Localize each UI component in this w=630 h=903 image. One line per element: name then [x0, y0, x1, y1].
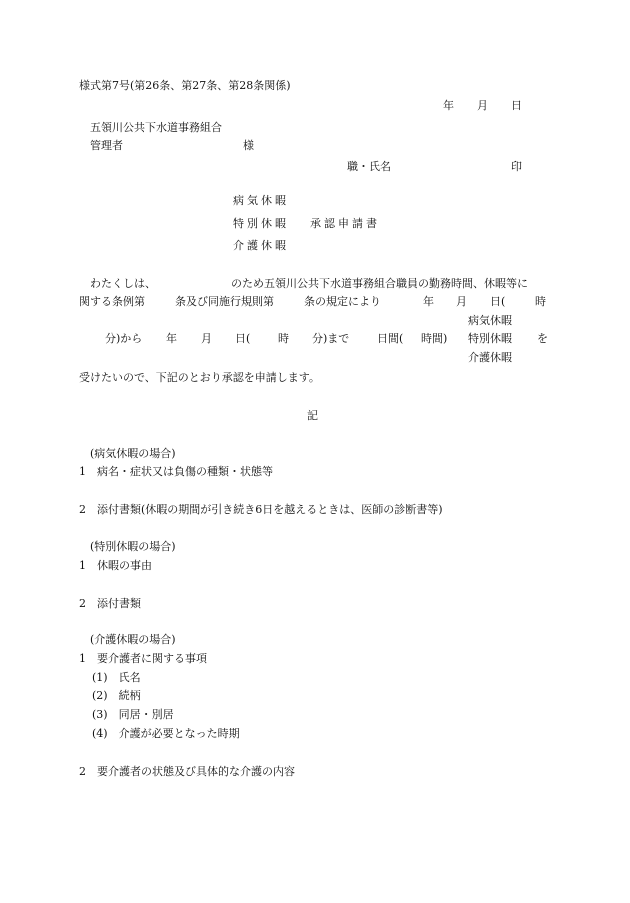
title-suffix: 承認申請書 — [310, 217, 380, 230]
body-line2-provision: 条の規定により — [304, 295, 381, 308]
body-line4-days: 日間( — [377, 332, 404, 345]
position-name-label: 職・氏名 — [347, 160, 391, 173]
body-line4-month: 月 — [201, 332, 212, 345]
title-type-care: 介護休暇 — [233, 239, 289, 252]
body-line2-month: 月 — [456, 295, 467, 308]
addressee-title: 管理者 — [90, 139, 123, 152]
care-subitem-period: (4) 介護が必要となった時期 — [92, 727, 240, 740]
addressee-suffix: 様 — [243, 139, 254, 152]
special-item-1: 1 休暇の事由 — [79, 559, 152, 572]
body-line4-day: 日( — [235, 332, 251, 345]
body-line2-ordinance: 関する条例第 — [79, 295, 145, 308]
body-leave-special: 特別休暇 — [468, 332, 512, 345]
care-subitem-residence: (3) 同居・別居 — [92, 708, 174, 721]
date-month: 月 — [477, 99, 488, 112]
body-leave-sick: 病気休暇 — [468, 314, 512, 327]
sick-item-1: 1 病名・症状又は負傷の種類・状態等 — [79, 465, 273, 478]
body-leave-care: 介護休暇 — [468, 351, 512, 364]
body-line4-hour: 時 — [278, 332, 289, 345]
body-line4-wo: を — [537, 332, 548, 345]
organization-name: 五領川公共下水道事務組合 — [90, 121, 222, 134]
body-line4-hours: 時間) — [421, 332, 448, 345]
sick-heading: (病気休暇の場合) — [90, 447, 176, 460]
care-item-2: 2 要介護者の状態及び具体的な介護の内容 — [79, 765, 295, 778]
body-line4-minute: 分)から — [105, 332, 143, 345]
body-line2-day: 日( — [490, 295, 506, 308]
care-subitem-relation: (2) 続柄 — [92, 689, 141, 702]
sick-item-2: 2 添付書類(休暇の期間が引き続き6日を越えるときは、医師の診断書等) — [79, 503, 443, 516]
date-year: 年 — [443, 99, 454, 112]
date-day: 日 — [511, 99, 522, 112]
title-type-special: 特別休暇 — [233, 217, 289, 230]
body-line2-hour: 時 — [535, 295, 546, 308]
title-type-sick: 病気休暇 — [233, 194, 289, 207]
care-subitem-name: (1) 氏名 — [92, 671, 141, 684]
body-line1-start: わたくしは、 — [90, 277, 156, 290]
body-line2-year: 年 — [423, 295, 434, 308]
body-line2-rules: 条及び同施行規則第 — [175, 295, 274, 308]
ki-heading: 記 — [307, 409, 318, 422]
body-line5: 受けたいので、下記のとおり承認を申請します。 — [79, 371, 320, 384]
special-heading: (特別休暇の場合) — [90, 540, 176, 553]
form-label: 様式第7号(第26条、第27条、第28条関係) — [79, 79, 291, 92]
body-line4-until: 分)まで — [312, 332, 350, 345]
seal-mark: 印 — [511, 160, 522, 173]
special-item-2: 2 添付書類 — [79, 597, 141, 610]
care-heading: (介護休暇の場合) — [90, 633, 176, 646]
body-line4-year: 年 — [166, 332, 177, 345]
care-item-1: 1 要介護者に関する事項 — [79, 652, 207, 665]
body-line1-end: のため五領川公共下水道事務組合職員の勤務時間、休暇等に — [231, 277, 528, 290]
